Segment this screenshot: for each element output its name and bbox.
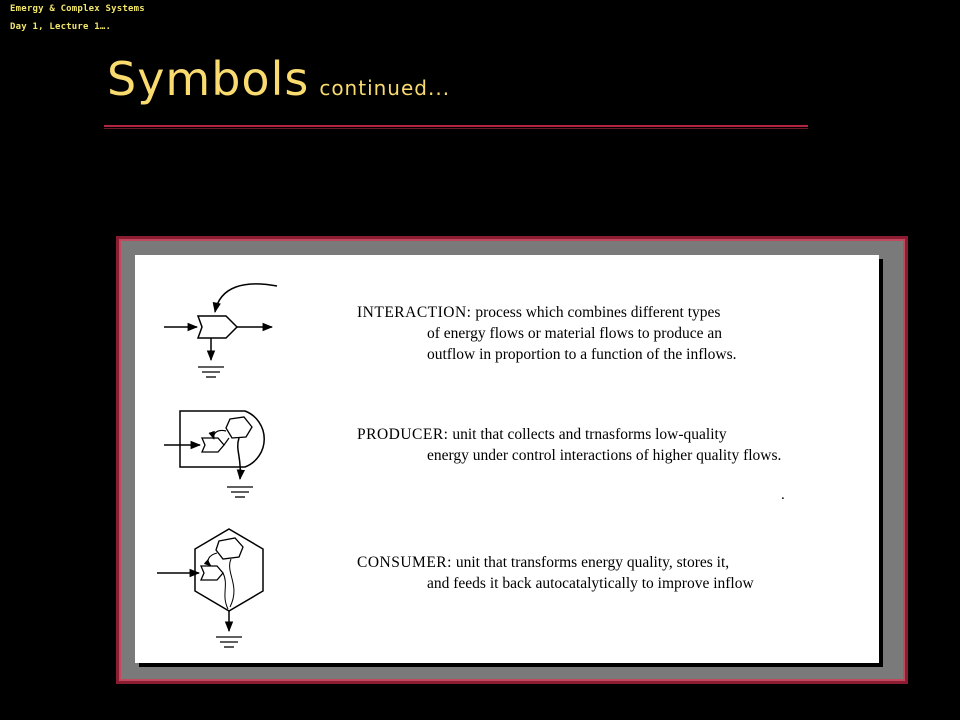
interaction-line-3: outflow in proportion to a function of the inflows. [427,346,737,363]
course-title: Emergy & Complex Systems [10,4,145,14]
producer-keyword: PRODUCER: [357,426,449,443]
consumer-description [357,552,754,594]
title-subtitle: continued... [319,76,451,100]
producer-line-2: energy under control interactions of higher quality flows. [427,447,782,464]
interaction-keyword: INTERACTION: [357,304,472,321]
interaction-description [357,302,737,365]
slide-title [107,52,450,106]
producer-description [357,424,781,466]
consumer-symbol-icon [155,525,285,650]
interaction-symbol-icon [160,278,280,388]
title-underline-shadow [104,128,808,129]
consumer-line-2: and feeds it back autocatalytically to improve inflow [427,575,754,592]
consumer-keyword: CONSUMER: [357,554,452,571]
title-main: Symbols [107,52,310,106]
stray-mark: . [781,487,785,503]
producer-line-1: unit that collects and trnasforms low-quality [452,426,727,443]
title-underline [104,125,808,127]
interaction-line-1: process which combines different types [475,304,721,321]
producer-symbol-icon [160,405,290,505]
lecture-label: Day 1, Lecture 1…. [10,22,112,32]
interaction-line-2: of energy flows or material flows to produce an [427,325,722,342]
consumer-line-1: unit that transforms energy quality, stores it, [455,554,730,571]
